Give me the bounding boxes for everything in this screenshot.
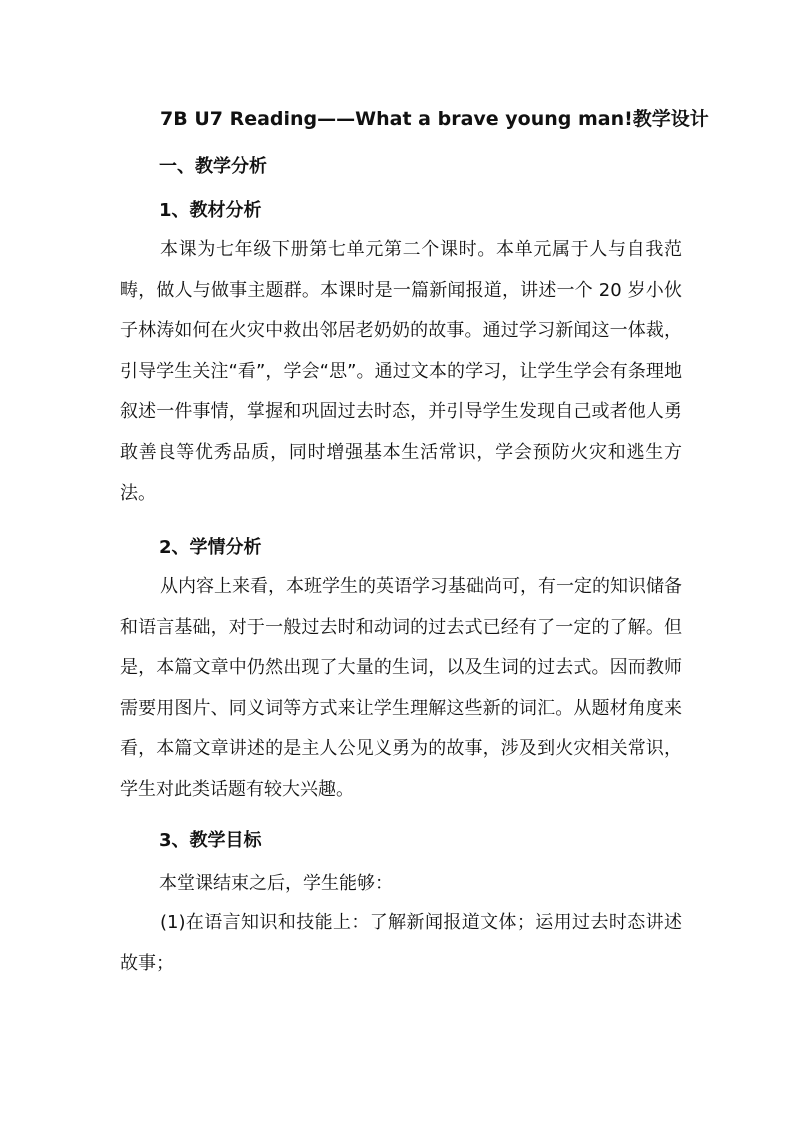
subsection-heading-student-analysis: 2、学情分析 [159,537,262,558]
subsection-heading-material-analysis: 1、教材分析 [159,200,262,221]
section-heading-teaching-analysis: 一、教学分析 [159,156,267,177]
paragraph-goals-intro: 本堂课结束之后，学生能够： [159,873,393,894]
paragraph-goal-1: (1)在语言知识和技能上：了解新闻报道文体；运用过去时态讲述故事； [120,912,682,974]
subsection-heading-teaching-goals: 3、教学目标 [159,830,262,851]
document-title: 7B U7 Reading——What a brave young man!教学设计 [160,108,709,130]
paragraph-material-analysis: 本课为七年级下册第七单元第二个课时。本单元属于人与自我范畴，做人与做事主题群。本课时是一篇新闻报道，讲述一个 20 岁小伙子林涛如何在火灾中救出邻居老奶奶的故事。通过学习新闻这一体裁，引导学生关注“看”，学会“思”。通过文本的学习，让学生学会有条理地叙述一件事情，掌握和巩固过去时态，并引导学生发现自己或者他人勇敢善良等优秀品质，同时增强基本生活常识，学会预防火灾和逃生方法。 [120,239,682,504]
paragraph-student-analysis: 从内容上来看，本班学生的英语学习基础尚可，有一定的知识储备和语言基础，对于一般过去时和动词的过去式已经有了一定的了解。但是，本篇文章中仍然出现了大量的生词，以及生词的过去式。因而教师需要用图片、同义词等方式来让学生理解这些新的词汇。从题材角度来看，本篇文章讲述的是主人公见义勇为的故事，涉及到火灾相关常识，学生对此类话题有较大兴趣。 [120,576,682,800]
